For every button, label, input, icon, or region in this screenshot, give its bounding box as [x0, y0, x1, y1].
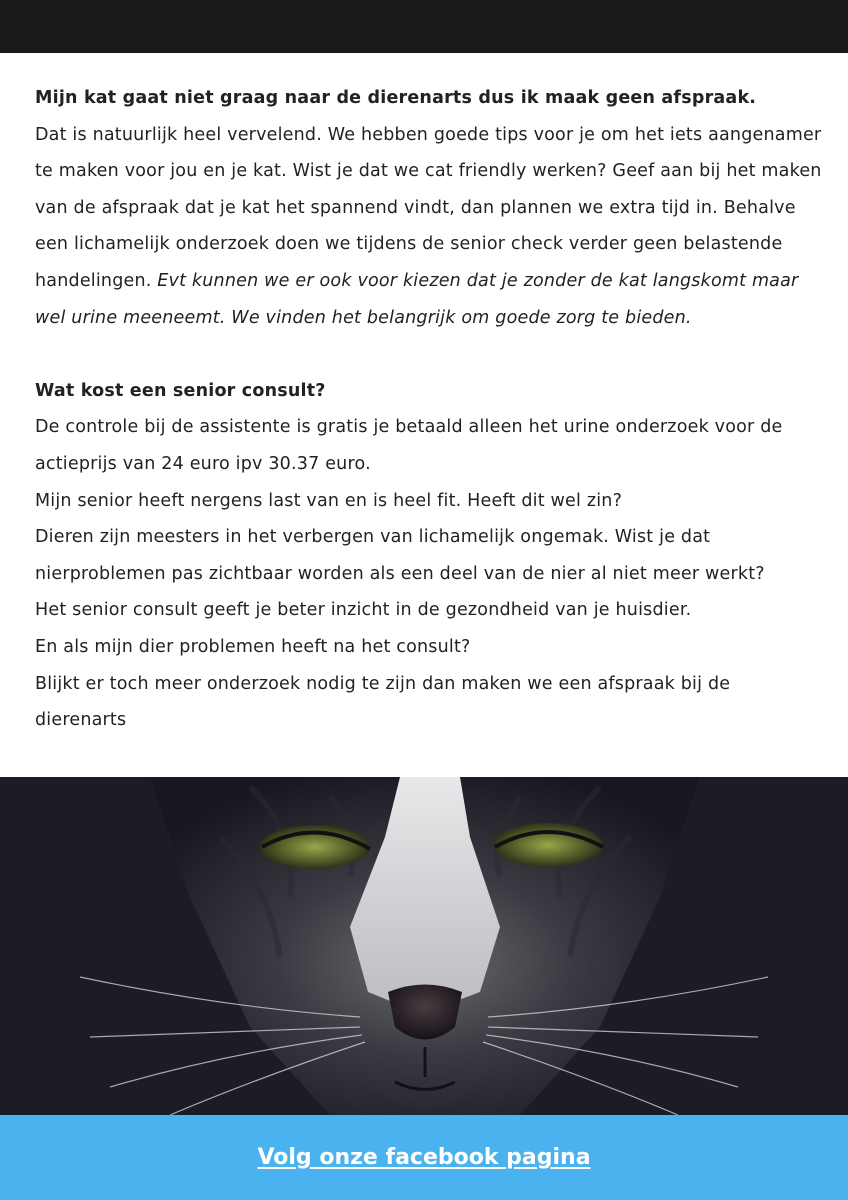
section1-body [35, 117, 825, 337]
cat-photo [0, 777, 848, 1115]
main-content [35, 80, 825, 739]
section2-line: De controle bij de assistente is gratis je betaald alleen het urine onderzoek voor de actieprijs van 24 euro ipv 30.37 euro. [35, 417, 783, 474]
section2-line: Mijn senior heeft nergens last van en is heel fit. Heeft dit wel zin? [35, 490, 623, 511]
section2-line: En als mijn dier problemen heeft na het consult? [35, 636, 471, 657]
top-bar [0, 0, 848, 53]
footer-banner [0, 1115, 848, 1200]
cat-face-icon [0, 777, 848, 1115]
section-spacer [35, 336, 825, 373]
section1-body-italic: Evt kunnen we er ook voor kiezen dat je zonder de kat langskomt maar wel urine meeneemt. We vinden het belangrijk om goede zorg te bieden. [35, 270, 799, 328]
section1-heading: Mijn kat gaat niet graag naar de dierenarts dus ik maak geen afspraak. [35, 88, 757, 108]
section1-body-text: Dat is natuurlijk heel vervelend. We hebben goede tips voor je om het iets aangenamer te maken voor jou en je kat. Wist je dat we cat friendly werken? Geef aan bij het maken van de afspraak dat je kat het spannend vindt, dan plannen we extra tijd in. Behalve een lichamelijk onderzoek doen we tijdens de senior check verder geen belastende handelingen. [35, 124, 822, 291]
section2-line: Blijkt er toch meer onderzoek nodig te zijn dan maken we een afspraak bij de dierenarts [35, 673, 731, 731]
section2-heading: Wat kost een senior consult? [35, 380, 326, 401]
section2-line: Het senior consult geeft je beter inzicht in de gezondheid van je huisdier. [35, 600, 692, 621]
facebook-link[interactable]: Volg onze facebook pagina [257, 1145, 591, 1170]
section2-line: Dieren zijn meesters in het verbergen van lichamelijk ongemak. Wist je dat nierproblemen pas zichtbaar worden als een deel van de nier al niet meer werkt? [35, 527, 765, 584]
